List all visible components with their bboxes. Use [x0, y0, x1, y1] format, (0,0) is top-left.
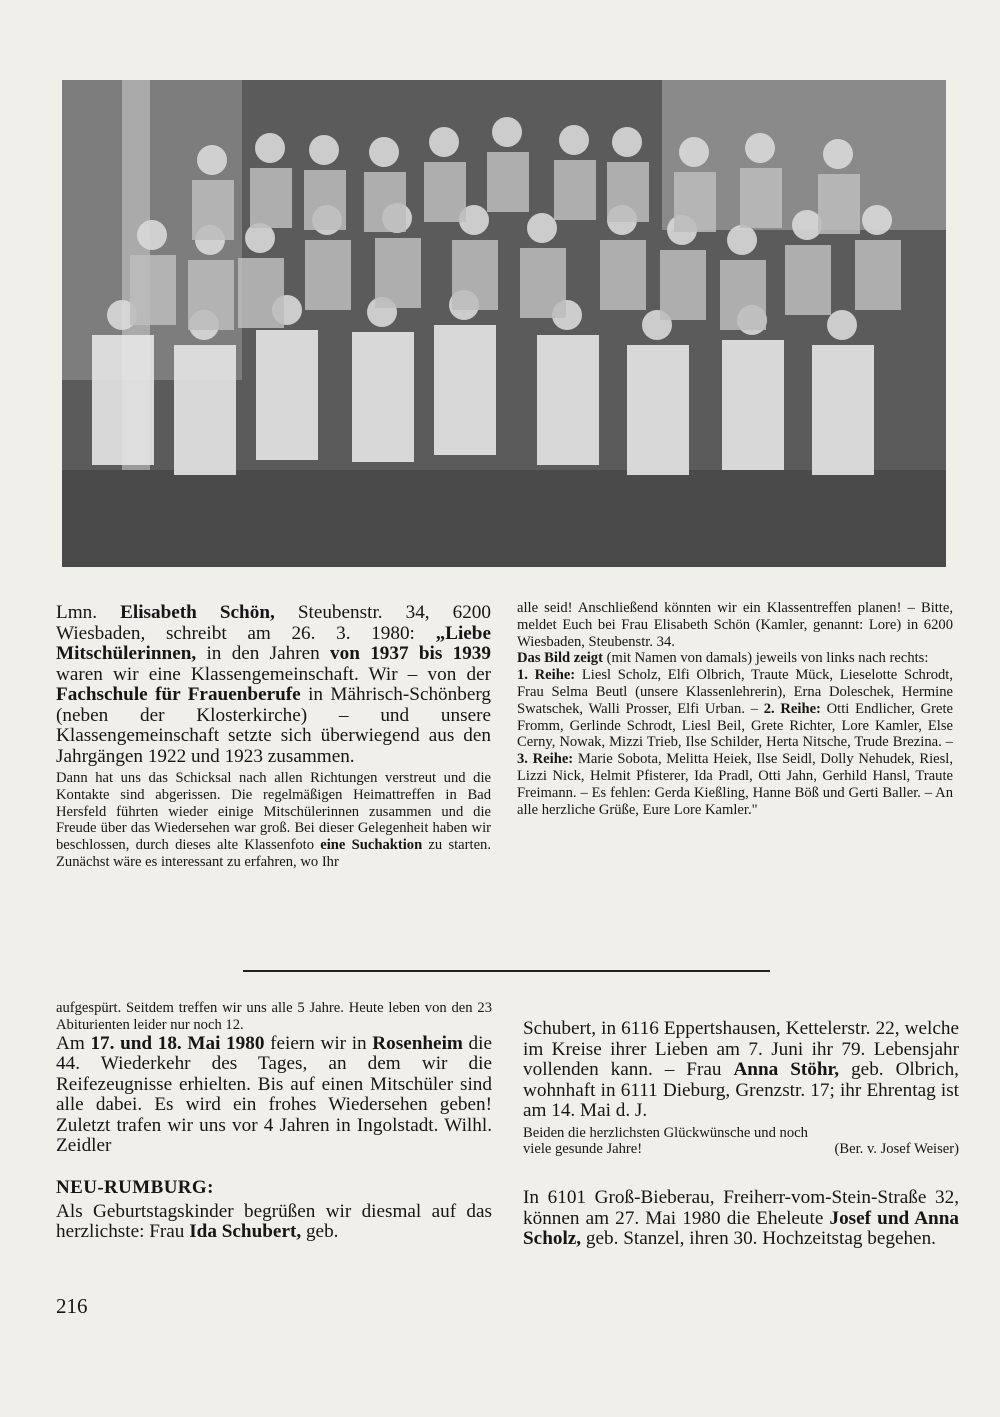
person-name: Anna Stöhr, — [733, 1059, 840, 1080]
text: waren wir eine Klassengemeinschaft. Wir – von der — [56, 663, 491, 685]
reunion-date: 17. und 18. Mai 1980 — [90, 1032, 265, 1054]
school-name: Fachschule für Frauenberufe — [56, 684, 301, 705]
text: (mit Namen von damals) jeweils von links nach rechts: — [602, 650, 929, 667]
article-body-paragraph — [56, 770, 491, 871]
text: viele gesunde Jahre! — [523, 1141, 643, 1158]
article-classmates-column-1 — [56, 603, 491, 871]
row-names: Liesl Scholz, Elfi Olbrich, Traute Mück, Lieselotte Schrodt, Frau Selma Beutl (unsere Klassenlehrerin), Erna Doleschek, Hermine Swatschek, Walli Prosser, Elfi Urban. – — [517, 667, 953, 717]
text: Lmn. — [56, 602, 121, 623]
text: geb. Olbrich, wohnhaft in 6111 Dieburg, Grenzstr. 17; ihr Ehrentag ist am 14. Mai d. J. — [523, 1059, 959, 1121]
text: die 44. Wiederkehr des Tages, an dem wir die Reifezeugnisse erhielten. Bis auf einen Mitschüler sind alle dabei. Es wird ein frohes Wiedersehen geben! Zuletzt trafen wir uns vor 4 Jahren in Ingolstadt. Wilhl. Zeidler — [56, 1032, 492, 1157]
birthday-continuation — [523, 1019, 959, 1122]
caption-lead: Das Bild zeigt — [517, 650, 603, 667]
search-action: eine Suchaktion — [320, 837, 423, 854]
wishes-line: Beiden die herzlichsten Glückwünsche und noch — [523, 1124, 808, 1141]
section-divider — [243, 970, 770, 972]
page-number: 216 — [56, 1294, 88, 1318]
bottom-column-2 — [523, 1019, 959, 1250]
text: In 6101 Groß-Bieberau, Freiherr-vom-Stein-Straße 32, können am 27. Mai 1980 die Eheleute — [523, 1187, 959, 1229]
text: Steubenstr. 34, 6200 Wiesbaden, schreibt am 26. 3. 1980: — [56, 602, 491, 644]
class-photo — [62, 80, 946, 567]
greeting: „Liebe Mitschülerinnen, — [56, 622, 491, 664]
photo-caption-names — [517, 650, 953, 818]
birthday-paragraph — [56, 1202, 492, 1243]
author-name: Elisabeth Schön, — [120, 602, 275, 623]
reunion-place: Rosenheim — [372, 1032, 463, 1054]
text: zu starten. Zunächst wäre es interessant zu erfahren, wo Ihr — [56, 837, 491, 870]
reunion-date-paragraph — [56, 1034, 492, 1157]
article-classmates-column-2 — [517, 600, 953, 818]
wishes-signature-line — [523, 1141, 959, 1158]
row-label: 3. Reihe: — [517, 751, 574, 768]
text: Schubert, in 6116 Eppertshausen, Kettelerstr. 22, welche im Kreise ihrer Lieben am 7. Juni ihr 79. Lebensjahr vollenden kann. – Frau — [523, 1018, 959, 1080]
text: Am — [56, 1032, 91, 1054]
text: geb. Stanzel, ihren 30. Hochzeitstag begehen. — [581, 1228, 936, 1250]
article-intro-paragraph — [56, 603, 491, 767]
text: geb. — [301, 1221, 339, 1243]
years: von 1937 bis 1939 — [330, 643, 491, 664]
row-label: 1. Reihe: — [517, 667, 576, 684]
text: feiern wir in — [264, 1032, 373, 1054]
text: Als Geburtstagskinder begrüßen wir diesmal auf das herzlichste: Frau — [56, 1200, 492, 1243]
reunion-paragraph: aufgespürt. Seitdem treffen wir uns alle 5 Jahre. Heute leben von den 23 Abiturienten leider nur noch 12. — [56, 1000, 492, 1033]
anniversary-paragraph — [523, 1188, 959, 1250]
article-contact-paragraph: alle seid! Anschließend könnten wir ein Klassentreffen planen! – Bitte, meldet Euch bei Frau Elisabeth Schön (Kamler, genannt: Lore) in 6200 Wiesbaden, Steubenstr. 34. — [517, 600, 953, 650]
row-label: 2. Reihe: — [763, 700, 821, 717]
person-name: Ida Schubert, — [189, 1221, 302, 1243]
row-names: Otti Endlicher, Grete Fromm, Gerlinde Schrodt, Liesl Beil, Grete Richter, Lore Kamler, Else Cerny, Nowak, Mizzi Trieb, Ilse Schilder, Herta Nitsche, Trude Brezina. – — [517, 700, 953, 751]
row-names: Marie Sobota, Melitta Heiek, Ilse Seidl, Dolly Nehudek, Riesl, Lizzi Nick, Helmit Pfisterer, Ida Pradl, Otti Jahn, Gerhild Hansl, Traute Freimann. – Es fehlen: Gerda Kießling, Hanne Böß und Gerti Baller. – An alle herzliche Grüße, Eure Lore Kamler." — [517, 751, 954, 818]
reporter-credit: (Ber. v. Josef Weiser) — [834, 1141, 959, 1158]
section-heading: NEU-RUMBURG: — [56, 1176, 214, 1198]
bottom-column-1 — [56, 1000, 492, 1243]
couple-names: Josef und Anna Scholz, — [523, 1207, 959, 1250]
text: in den Jahren — [196, 643, 331, 664]
text: in Mährisch-Schönberg (neben der Klosterkirche) – und unsere Klassengemeinschaft setzte sich überwiegend aus den Jahrgängen 1922 und 1923 zusammen. — [56, 684, 491, 767]
text: Dann hat uns das Schicksal nach allen Richtungen verstreut und die Kontakte sind abgerissen. Die regelmäßigen Heimattreffen in Bad Hersfeld führten wieder einige Mitschülerinnen zusammen und die Freude über das Wiedersehen war groß. Bei dieser Gelegenheit haben wir beschlossen, durch dieses alte Klassenfoto — [56, 770, 491, 854]
